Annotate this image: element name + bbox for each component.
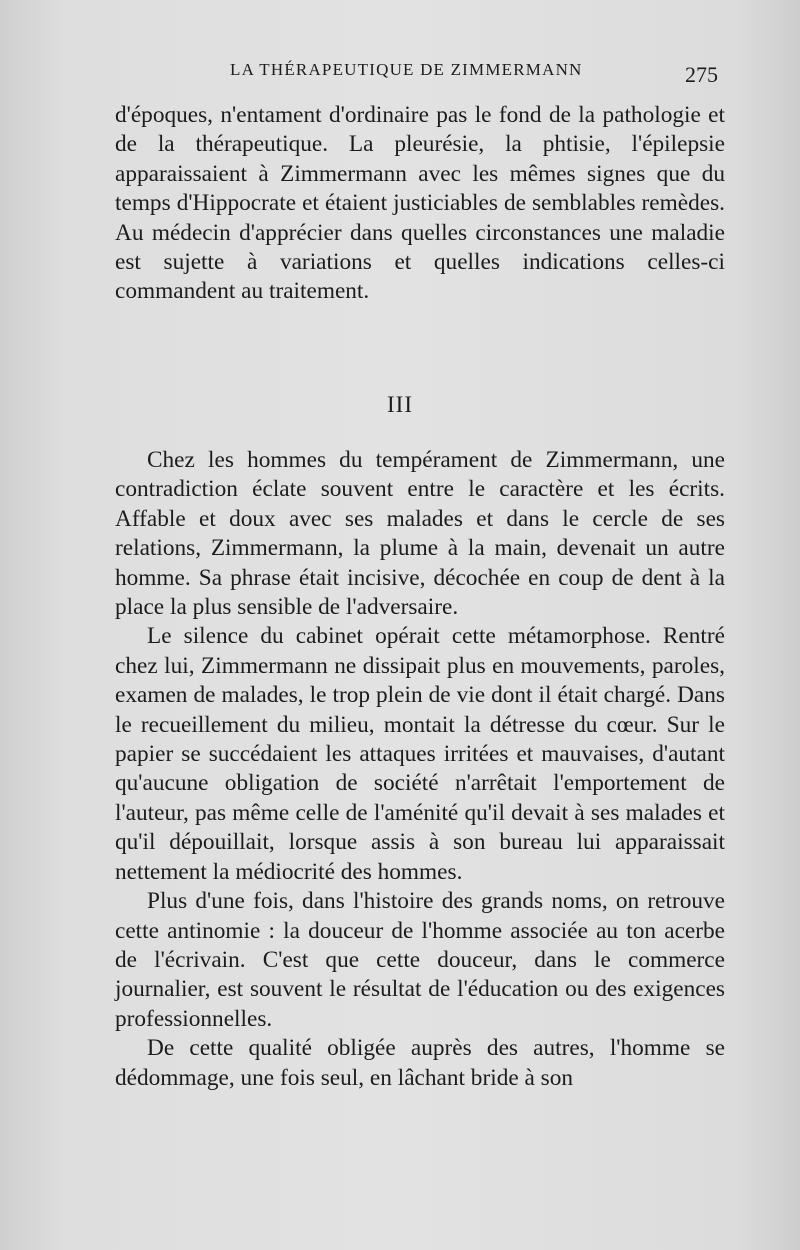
page-number: 275 xyxy=(685,62,718,87)
intro-paragraph: d'époques, n'entament d'ordinaire pas le fond de la pathologie et de la thérapeutique. La pleurésie, la phtisie, l'épilepsie apparaissaient à Zimmermann avec les mêmes signes que du temps d'Hippocrate et étaient justiciables de semblables remèdes. Au médecin d'apprécier dans quelles circonstances une maladie est sujette à variations et quelles indications celles-ci commandent au traitement. xyxy=(115,102,725,305)
running-title: LA THÉRAPEUTIQUE DE ZIMMERMANN xyxy=(230,60,583,79)
page-header xyxy=(230,56,718,86)
paragraph-4: De cette qualité obligée auprès des autres, l'homme se dédommage, une fois seul, en lâchant bride à son xyxy=(115,1035,725,1091)
intro-text-block xyxy=(115,101,725,307)
section-heading: III xyxy=(387,392,413,417)
paragraph-1: Chez les hommes du tempérament de Zimmermann, une contradiction éclate souvent entre le caractère et les écrits. Affable et doux avec ses malades et dans le cercle de ses relations, Zimmermann, la plume à la main, devenait un autre homme. Sa phrase était incisive, décochée en coup de dent à la place la plus sensible de l'adversaire. xyxy=(115,447,725,621)
paragraph-3: Plus d'une fois, dans l'histoire des grands noms, on retrouve cette antinomie : la douceur de l'homme associée au ton acerbe de l'écrivain. C'est que cette douceur, dans le commerce journalier, est souvent le résultat de l'éducation ou des exigences professionnelles. xyxy=(115,888,725,1032)
paragraph-2: Le silence du cabinet opérait cette métamorphose. Rentré chez lui, Zimmermann ne dissipait plus en mouvements, paroles, examen de malades, le trop plein de vie dont il était chargé. Dans le recueillement du milieu, montait la détresse du cœur. Sur le papier se succédaient les attaques irritées et mauvaises, d'autant qu'aucune obligation de société n'arrêtait l'emportement de l'auteur, pas même celle de l'aménité qu'il devait à ses malades et qu'il dépouillait, lorsque assis à son bureau lui apparaissait nettement la médiocrité des hommes. xyxy=(115,623,725,885)
section-text-block xyxy=(115,446,725,1093)
